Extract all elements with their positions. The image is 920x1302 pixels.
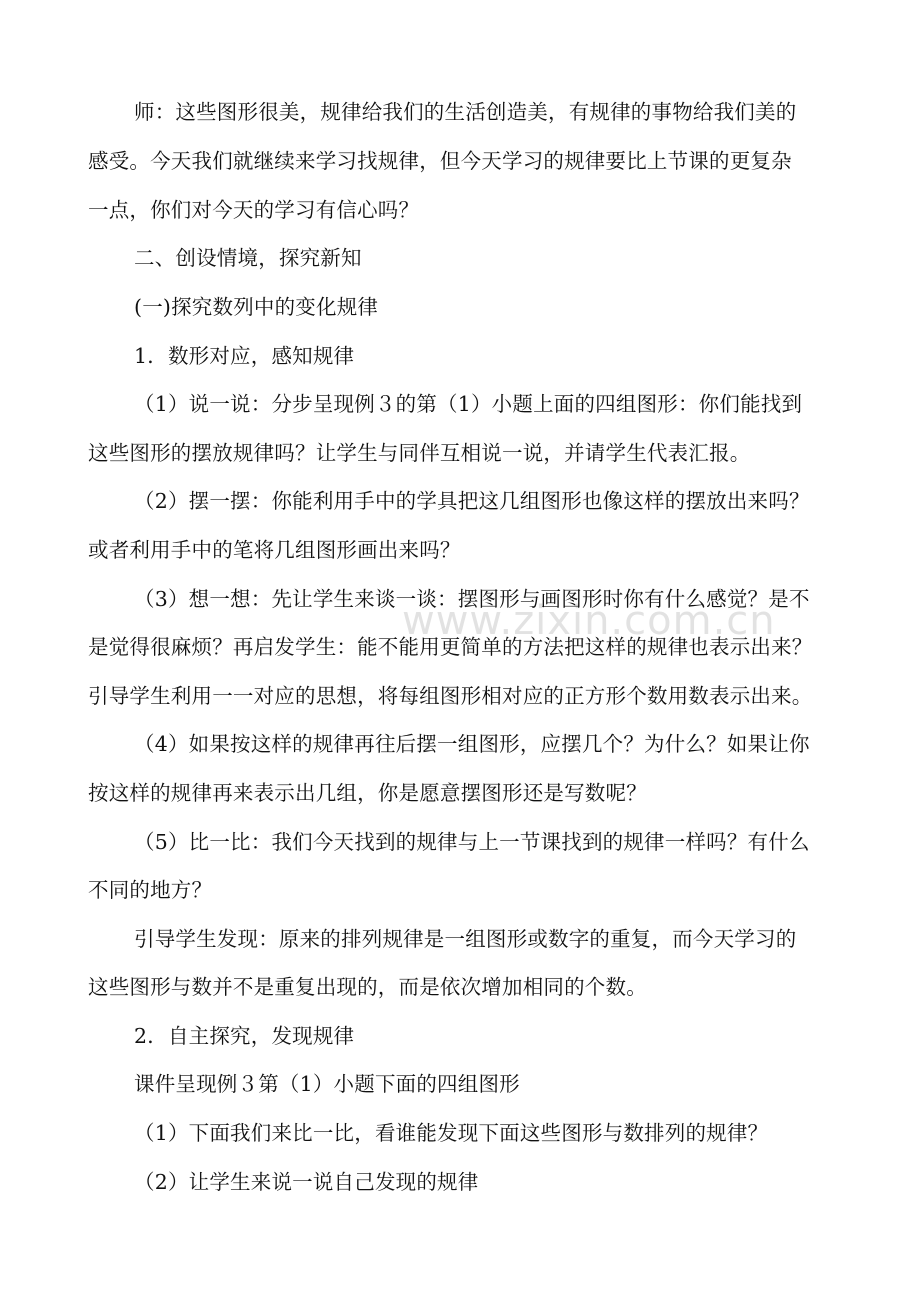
paragraph-line: （2）摆一摆：你能利用手中的学具把这几组图形也像这样的摆放出来吗？ [134, 489, 810, 513]
paragraph-line: 感受。今天我们就继续来学习找规律，但今天学习的规律要比上节课的更复杂 [88, 149, 792, 173]
paragraph-line: 按这样的规律再来表示出几组，你是愿意摆图形还是写数呢？ [88, 781, 647, 805]
paragraph-line: 这些图形与数并不是重复出现的，而是依次增加相同的个数。 [88, 975, 647, 999]
watermark: www.zixin.com.cn [402, 598, 776, 644]
step-heading: 2．自主探究，发现规律 [134, 1024, 355, 1048]
paragraph-line: （2）让学生来说一说自己发现的规律 [134, 1170, 479, 1194]
paragraph-line: （3）想一想：先让学生来谈一谈：摆图形与画图形时你有什么感觉？是不 [134, 587, 810, 611]
paragraph-line: 引导学生发现：原来的排列规律是一组图形或数字的重复，而今天学习的 [134, 927, 797, 951]
paragraph-line: 课件呈现例３第（1）小题下面的四组图形 [134, 1072, 520, 1096]
paragraph-line: （5）比一比：我们今天找到的规律与上一节课找到的规律一样吗？有什么 [134, 830, 810, 854]
paragraph-line: （1）说一说：分步呈现例３的第（1）小题上面的四组图形：你们能找到 [134, 392, 803, 416]
paragraph-line: 这些图形的摆放规律吗？让学生与同伴互相说一说，并请学生代表汇报。 [88, 441, 751, 465]
paragraph-line: 或者利用手中的笔将几组图形画出来吗？ [88, 538, 461, 562]
subsection-heading: (一)探究数列中的变化规律 [134, 295, 379, 319]
paragraph-line: （1）下面我们来比一比，看谁能发现下面这些图形与数排列的规律？ [134, 1121, 769, 1145]
paragraph-line: 引导学生利用一一对应的思想，将每组图形相对应的正方形个数用数表示出来。 [88, 684, 813, 708]
paragraph-line: 师：这些图形很美，规律给我们的生活创造美，有规律的事物给我们美的 [134, 100, 797, 124]
section-heading: 二、创设情境，探究新知 [134, 246, 362, 270]
paragraph-line: 一点，你们对今天的学习有信心吗？ [88, 198, 420, 222]
paragraph-line: （4）如果按这样的规律再往后摆一组图形，应摆几个？为什么？如果让你 [134, 732, 810, 756]
step-heading: 1．数形对应，感知规律 [134, 344, 355, 368]
paragraph-line: 不同的地方？ [88, 878, 213, 902]
paragraph-line: 是觉得很麻烦？再启发学生：能不能用更简单的方法把这样的规律也表示出来？ [88, 635, 813, 659]
